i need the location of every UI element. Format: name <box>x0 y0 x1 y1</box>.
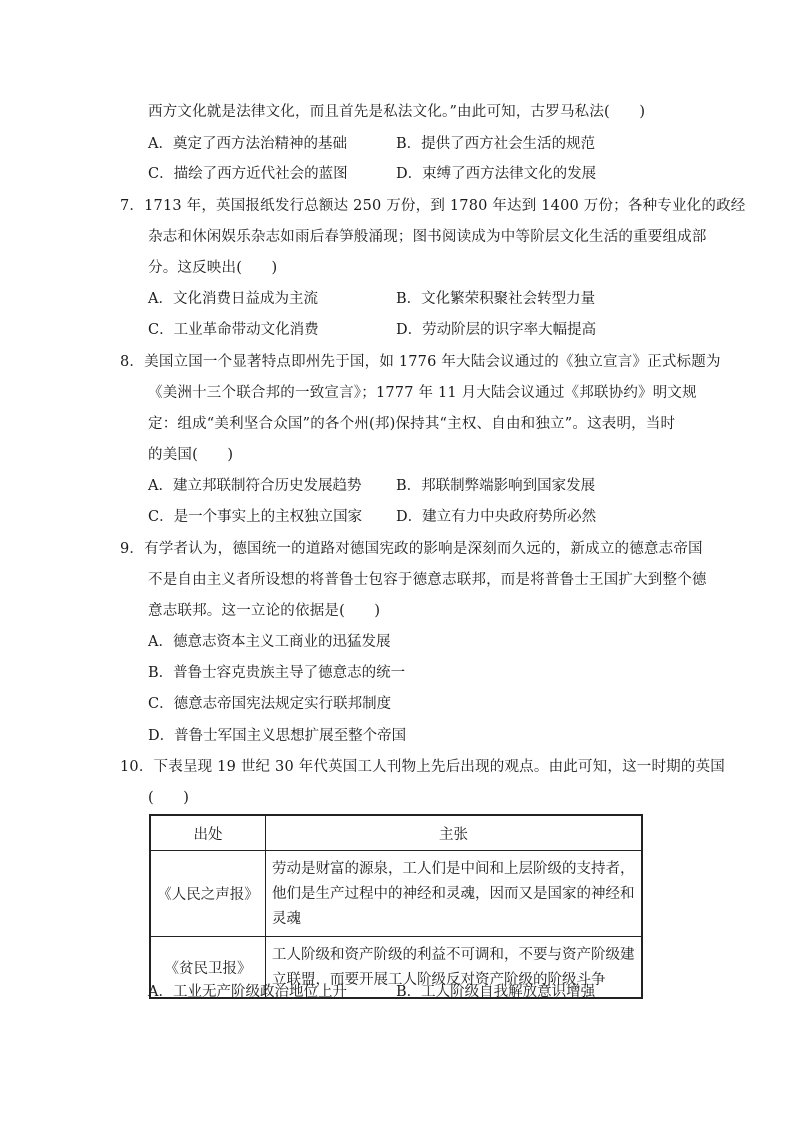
q7-stem-line-1: 7．1713 年，英国报纸发行总额达 250 万份，到 1780 年达到 1400 万份；各种专业化的政经 <box>120 198 746 214</box>
table-row <box>150 851 642 937</box>
q9-stem-line-1: 9．有学者认为，德国统一的道路对德国宪政的影响是深刻而久远的，新成立的德意志帝国 <box>120 541 703 557</box>
q6-option-b[interactable]: B．提供了西方社会生活的规范 <box>396 136 596 152</box>
q7-option-c[interactable]: C．工业革命带动文化消费 <box>148 322 319 338</box>
q7-option-b[interactable]: B．文化繁荣积聚社会转型力量 <box>396 291 596 307</box>
q8-stem-line-1: 8．美国立国一个显著特点即州先于国，如 1776 年大陆会议通过的《独立宣言》正式标题为 <box>120 354 721 370</box>
q8-option-a[interactable]: A．建立邦联制符合历史发展趋势 <box>148 478 362 494</box>
q9-option-a[interactable]: A．德意志资本主义工商业的迅猛发展 <box>148 634 391 650</box>
q10-stem-line-2: ( ) <box>148 790 190 806</box>
q6-option-d[interactable]: D．束缚了西方法律文化的发展 <box>396 166 597 182</box>
q10-table <box>149 814 643 999</box>
q6-stem: 西方文化就是法律文化，而且首先是私法文化。”由此可知，古罗马私法( ) <box>148 104 646 120</box>
q8-stem-line-2: 《美洲十三个联合邦的一致宣言》；1777 年 11 月大陆会议通过《邦联协约》明文规 <box>148 385 697 401</box>
q8-option-b[interactable]: B．邦联制弊端影响到国家发展 <box>396 478 596 494</box>
q8-option-d[interactable]: D．建立有力中央政府势所必然 <box>396 509 597 525</box>
q9-stem-line-3: 意志联邦。这一立论的依据是( ) <box>148 603 381 619</box>
q6-option-a[interactable]: A．奠定了西方法治精神的基础 <box>148 136 347 152</box>
q7-stem-line-3: 分。这反映出( ) <box>148 260 278 276</box>
q7-option-d[interactable]: D．劳动阶层的识字率大幅提高 <box>396 322 597 338</box>
table-header-row <box>150 815 642 851</box>
q8-stem-line-4: 的美国( ) <box>148 447 234 463</box>
q8-option-c[interactable]: C．是一个事实上的主权独立国家 <box>148 509 363 525</box>
q7-option-a[interactable]: A．文化消费日益成为主流 <box>148 291 318 307</box>
q8-stem-line-3: 定：组成“美利坚合众国”的各个州(邦)保持其“主权、自由和独立”。这表明，当时 <box>148 416 676 432</box>
q6-option-c[interactable]: C．描绘了西方近代社会的蓝图 <box>148 166 348 182</box>
table-header-claim: 主张 <box>266 815 643 851</box>
q10-option-a[interactable]: A．工业无产阶级政治地位上升 <box>148 984 347 1000</box>
q9-option-d[interactable]: D．普鲁士军国主义思想扩展至整个帝国 <box>148 728 407 744</box>
table-cell-claim: 劳动是财富的源泉，工人们是中间和上层阶级的支持者，他们是生产过程中的神经和灵魂，因而又是国家的神经和灵魂 <box>266 851 643 937</box>
q9-stem-line-2: 不是自由主义者所设想的将普鲁士包容于德意志联邦，而是将普鲁士王国扩大到整个德 <box>148 572 707 588</box>
q9-option-b[interactable]: B．普鲁士容克贵族主导了德意志的统一 <box>148 665 406 681</box>
q9-option-c[interactable]: C．德意志帝国宪法规定实行联邦制度 <box>148 696 392 712</box>
table-cell-source: 《贫民卫报》 <box>150 937 266 999</box>
table-cell-claim: 工人阶级和资产阶级的利益不可调和，不要与资产阶级建立联盟，而要开展工人阶级反对资产阶级的阶级斗争 <box>266 937 643 999</box>
table-header-source: 出处 <box>150 815 266 851</box>
table-cell-source: 《人民之声报》 <box>150 851 266 937</box>
q10-option-b[interactable]: B．工人阶级自我解放意识增强 <box>396 984 596 1000</box>
q7-stem-line-2: 杂志和休闲娱乐杂志如雨后春笋般涌现；图书阅读成为中等阶层文化生活的重要组成部 <box>148 229 707 245</box>
q10-stem-line-1: 10．下表呈现 19 世纪 30 年代英国工人刊物上先后出现的观点。由此可知，这一时期的英国 <box>120 759 725 775</box>
